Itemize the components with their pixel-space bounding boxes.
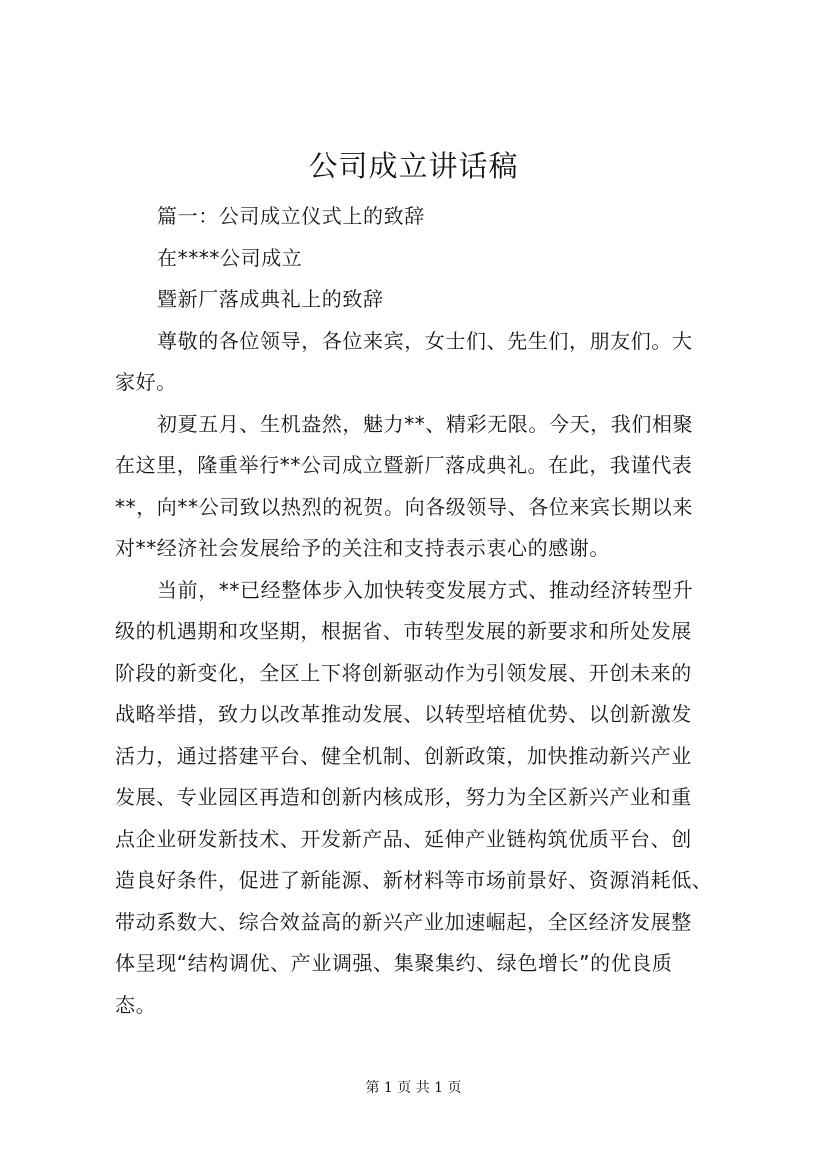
paragraph-line: 家好。 — [115, 370, 177, 394]
subtitle-line: 在****公司成立 — [157, 245, 303, 270]
paragraph-line: 当前，**已经整体步入加快转变发展方式、推动经济转型升 — [157, 577, 694, 602]
paragraph-line: 阶段的新变化，全区上下将创新驱动作为引领发展、开创未来的 — [115, 660, 692, 685]
paragraph-line: 态。 — [115, 992, 157, 1017]
paragraph-line: 造良好条件，促进了新能源、新材料等市场前景好、资源消耗低、 — [115, 868, 713, 892]
paragraph-line: 尊敬的各位领导，各位来宾，女士们、先生们，朋友们。大 — [157, 328, 693, 353]
paragraph-line: **，向**公司致以热烈的祝贺。向各级领导、各位来宾长期以来 — [115, 494, 693, 519]
page-number-footer: 第 1 页 共 1 页 — [365, 1080, 462, 1096]
paragraph-line: 带动系数大、综合效益高的新兴产业加速崛起，全区经济发展整 — [115, 909, 692, 934]
paragraph-line: 初夏五月、生机盎然，魅力**、精彩无限。今天，我们相聚 — [157, 411, 694, 436]
paragraph-line: 发展、专业园区再造和创新内核成形，努力为全区新兴产业和重 — [115, 785, 692, 809]
paragraph-line: 级的机遇期和攻坚期，根据省、市转型发展的新要求和所处发展 — [115, 619, 692, 643]
paragraph-greeting — [115, 321, 725, 404]
document-body — [115, 196, 725, 1026]
paragraph-line: 活力，通过搭建平台、健全机制、创新政策，加快推动新兴产业 — [115, 743, 692, 768]
paragraph-line: 战略举措，致力以改革推动发展、以转型培植优势、以创新激发 — [115, 702, 692, 726]
paragraph-opening — [115, 404, 725, 570]
subtitle-line: 篇一：公司成立仪式上的致辞 — [157, 204, 425, 228]
paragraph-line: 对**经济社会发展给予的关注和支持表示衷心的感谢。 — [115, 536, 610, 560]
paragraph-line: 点企业研发新技术、开发新产品、延伸产业链构筑优质平台、创 — [115, 826, 692, 851]
document-title: 公司成立讲话稿 — [308, 149, 519, 183]
subtitle-line: 暨新厂落成典礼上的致辞 — [157, 287, 384, 311]
paragraph-line: 在这里，隆重举行**公司成立暨新厂落成典礼。在此，我谨代表 — [115, 453, 693, 477]
paragraph-line: 体呈现“结构调优、产业调强、集聚集约、绿色增长”的优良质 — [115, 951, 673, 975]
paragraph-context — [115, 570, 725, 1027]
